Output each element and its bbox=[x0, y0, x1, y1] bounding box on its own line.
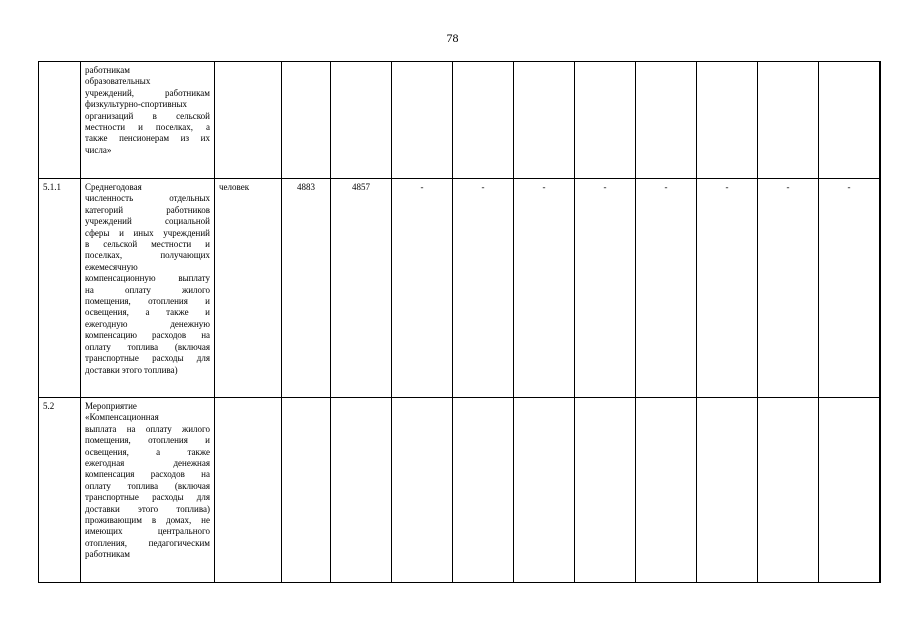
indicator-text-line: образовательных bbox=[85, 76, 151, 87]
value-cell: 4883 bbox=[282, 179, 331, 398]
value-cell: - bbox=[758, 179, 819, 398]
value-cell bbox=[636, 62, 697, 179]
unit-cell bbox=[215, 398, 282, 583]
indicator-text-line: физкультурно-спортивных bbox=[85, 99, 187, 110]
row-number-cell: 5.1.1 bbox=[39, 179, 81, 398]
indicator-text-line: компенсационную выплату bbox=[85, 273, 210, 284]
indicator-name-cell bbox=[81, 179, 215, 398]
unit-cell bbox=[215, 62, 282, 179]
value-cell: - bbox=[819, 179, 880, 398]
indicator-text-line: выплата на оплату жилого bbox=[85, 423, 210, 434]
indicator-name-cell bbox=[81, 62, 215, 179]
value-cell bbox=[880, 398, 881, 583]
value-cell: - bbox=[636, 179, 697, 398]
indicator-text-line: местности и поселках, а bbox=[85, 122, 210, 133]
indicator-text-line: категорий работников bbox=[85, 204, 210, 215]
indicator-text-line: ежегодную денежную bbox=[85, 318, 210, 329]
indicator-text-line: на оплату жилого bbox=[85, 284, 210, 295]
value-cell bbox=[392, 62, 453, 179]
table-row bbox=[39, 62, 881, 179]
page-number: 78 bbox=[446, 31, 459, 45]
value-cell bbox=[880, 179, 881, 398]
indicator-name-cell bbox=[81, 398, 215, 583]
indicator-text-line: доставки этого топлива) bbox=[85, 503, 210, 514]
indicator-text-line: числа» bbox=[85, 144, 112, 155]
indicator-text-line: проживающим в домах, не bbox=[85, 515, 210, 526]
indicator-text-line: отопления, педагогическим bbox=[85, 537, 210, 548]
value-cell bbox=[819, 62, 880, 179]
value-cell bbox=[697, 62, 758, 179]
value-cell bbox=[331, 398, 392, 583]
value-cell bbox=[758, 398, 819, 583]
value-cell: 4857 bbox=[331, 179, 392, 398]
table-body bbox=[39, 62, 881, 583]
indicator-text-line: сферы и иных учреждений bbox=[85, 227, 210, 238]
value-cell bbox=[880, 62, 881, 179]
indicator-text-line: ежемесячную bbox=[85, 261, 138, 272]
indicator-text-line: компенсацию расходов на bbox=[85, 330, 210, 341]
indicator-text-line: численность отдельных bbox=[85, 193, 210, 204]
value-cell: - bbox=[514, 179, 575, 398]
indicator-text-line: Среднегодовая bbox=[85, 182, 142, 192]
indicator-text-line: оплату топлива (включая bbox=[85, 341, 210, 352]
indicator-text-line: доставки этого топлива) bbox=[85, 364, 178, 375]
indicator-text-line: ежегодная денежная bbox=[85, 458, 210, 469]
value-cell: - bbox=[392, 179, 453, 398]
indicator-text-line: поселках, получающих bbox=[85, 250, 210, 261]
value-cell bbox=[697, 398, 758, 583]
indicator-text-line: транспортные расходы для bbox=[85, 492, 210, 503]
indicator-text-line: работникам bbox=[85, 549, 130, 560]
value-cell bbox=[453, 398, 514, 583]
value-cell bbox=[636, 398, 697, 583]
table-row bbox=[39, 179, 881, 398]
indicator-text-line: помещения, отопления и bbox=[85, 296, 210, 307]
indicator-text-line: организаций в сельской bbox=[85, 110, 210, 121]
value-cell: - bbox=[697, 179, 758, 398]
indicator-text-line: имеющих центрального bbox=[85, 526, 210, 537]
value-cell bbox=[575, 398, 636, 583]
indicator-text-line: учреждений, работникам bbox=[85, 87, 210, 98]
indicator-text-line: в сельской местности и bbox=[85, 239, 210, 250]
value-cell bbox=[282, 62, 331, 179]
value-cell bbox=[819, 398, 880, 583]
indicator-text-line: «Компенсационная bbox=[85, 412, 159, 423]
value-cell bbox=[758, 62, 819, 179]
indicator-text-line: транспортные расходы для bbox=[85, 353, 210, 364]
unit-cell: человек bbox=[215, 179, 282, 398]
indicator-text-line: помещения, отопления и bbox=[85, 435, 210, 446]
value-cell bbox=[575, 62, 636, 179]
row-number-cell bbox=[39, 62, 81, 179]
row-number-cell: 5.2 bbox=[39, 398, 81, 583]
value-cell: - bbox=[453, 179, 514, 398]
indicator-text-line: оплату топлива (включая bbox=[85, 480, 210, 491]
value-cell bbox=[514, 398, 575, 583]
indicator-text-line: освещения, а также и bbox=[85, 307, 210, 318]
indicator-text-line: учреждений социальной bbox=[85, 216, 210, 227]
indicator-text-line: освещения, а также bbox=[85, 446, 210, 457]
value-cell: - bbox=[575, 179, 636, 398]
value-cell bbox=[282, 398, 331, 583]
indicator-text-line: работникам bbox=[85, 65, 130, 75]
value-cell bbox=[514, 62, 575, 179]
data-table bbox=[38, 61, 881, 583]
indicator-text-line: также пенсионерам из их bbox=[85, 133, 210, 144]
indicator-text-line: Мероприятие bbox=[85, 401, 137, 411]
value-cell bbox=[453, 62, 514, 179]
value-cell bbox=[392, 398, 453, 583]
value-cell bbox=[331, 62, 392, 179]
indicator-text-line: компенсация расходов на bbox=[85, 469, 210, 480]
table-row bbox=[39, 398, 881, 583]
